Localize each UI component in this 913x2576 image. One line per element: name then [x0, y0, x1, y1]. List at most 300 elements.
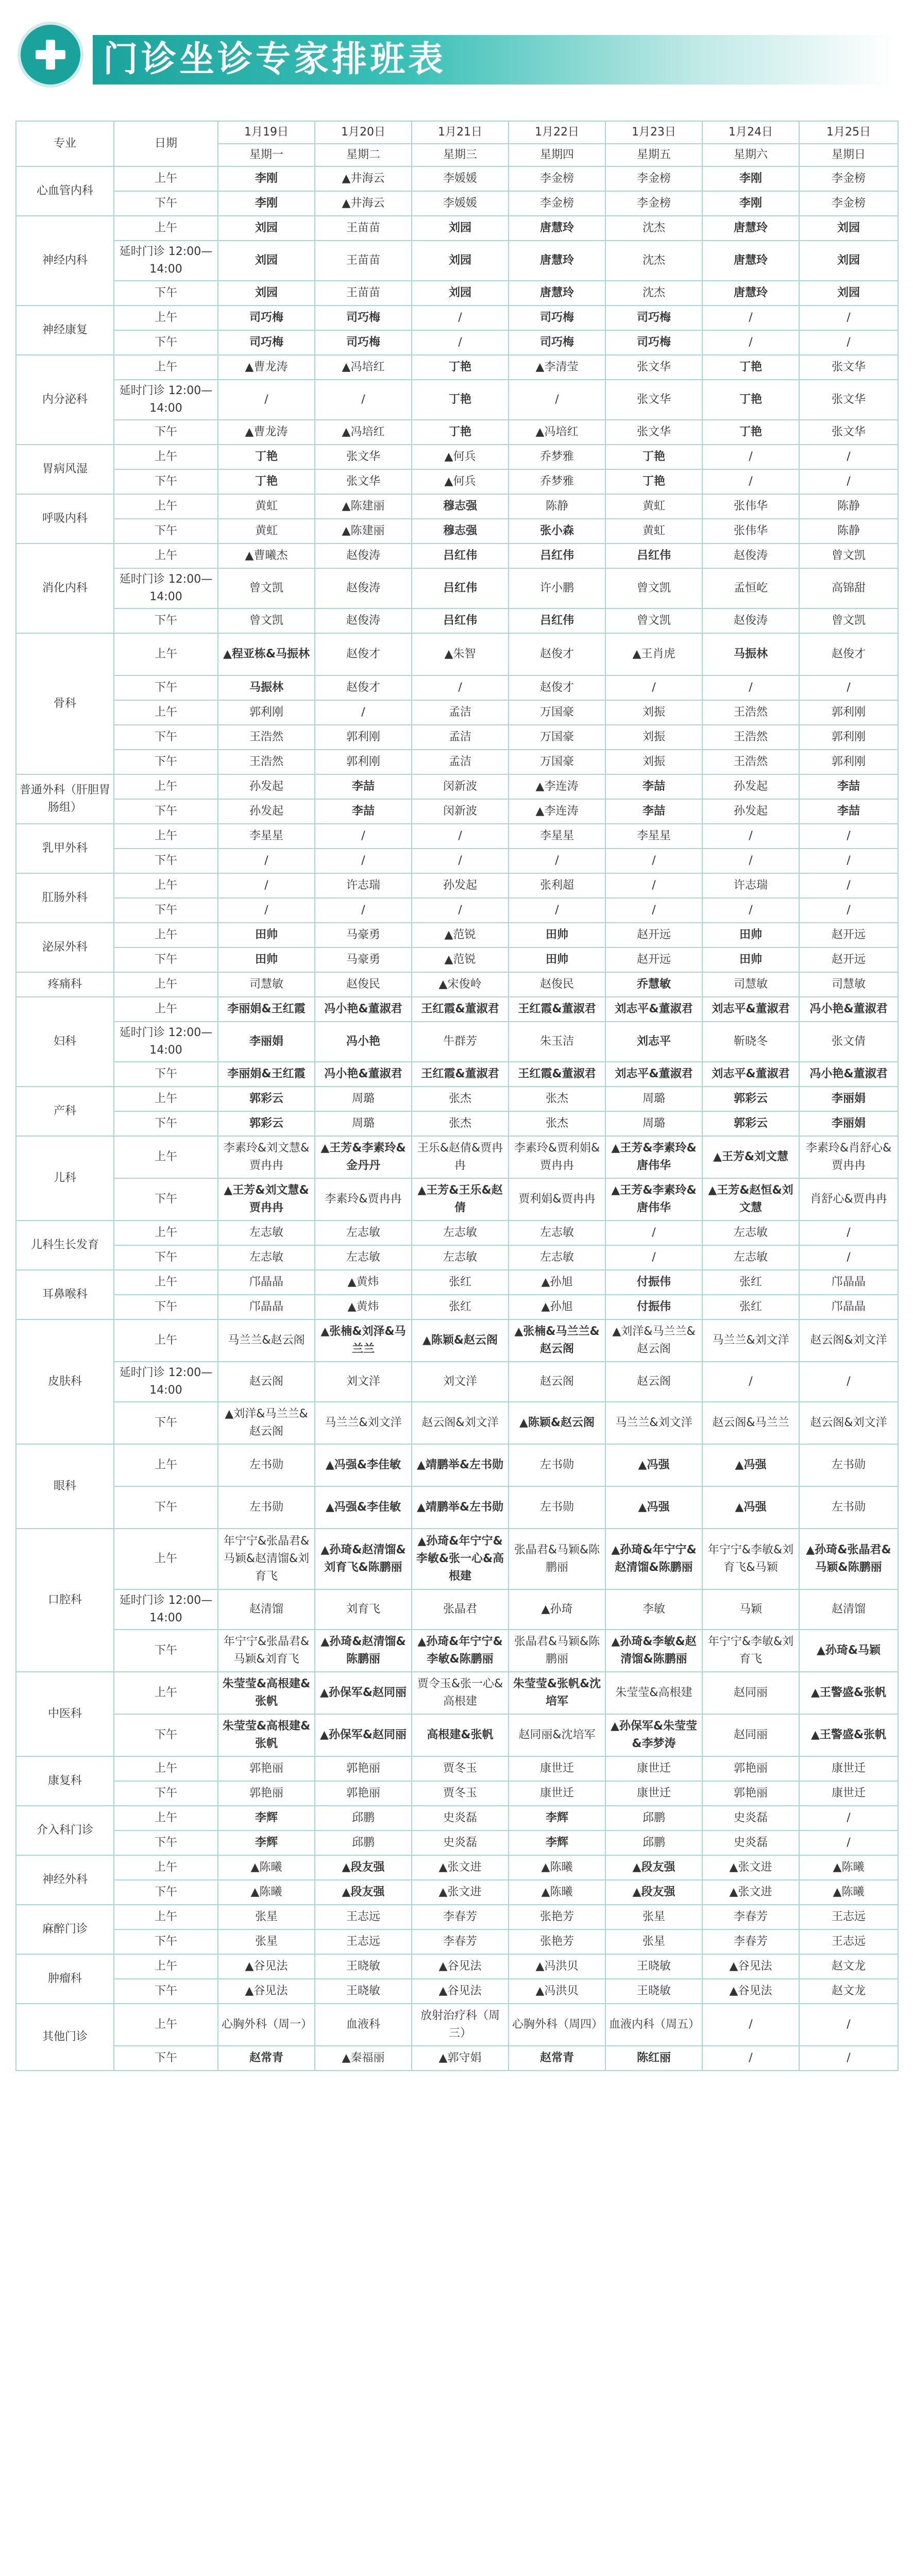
doctor-cell: 赵俊涛: [702, 544, 799, 568]
doctor-cell: ▲秦福丽: [315, 2046, 412, 2071]
doctor-cell: 付振伟: [605, 1270, 702, 1295]
doctor-cell: ▲范锐: [412, 947, 509, 972]
doctor-cell: 赵开远: [799, 947, 898, 972]
doctor-cell: ▲冯培红: [315, 420, 412, 445]
session-period: 上午: [114, 997, 218, 1022]
doctor-cell: 张文华: [315, 469, 412, 494]
doctor-cell: ▲王警盛&张帆: [799, 1672, 898, 1714]
doctor-cell: /: [702, 675, 799, 700]
doctor-cell: 赵云阁&马兰兰: [702, 1402, 799, 1444]
doctor-cell: 冯小艳&董淑君: [799, 997, 898, 1022]
schedule-row: [16, 675, 898, 700]
doctor-cell: 田帅: [702, 947, 799, 972]
doctor-cell: 刘振: [605, 750, 702, 774]
doctor-cell: 郭艳丽: [315, 1781, 412, 1806]
doctor-cell: 陈红丽: [605, 2046, 702, 2071]
doctor-cell: 王红霞&董淑君: [509, 997, 605, 1022]
doctor-cell: 赵俊才: [315, 633, 412, 675]
doctor-cell: 孙发起: [218, 774, 315, 799]
doctor-cell: 刘志平&董淑君: [605, 997, 702, 1022]
doctor-cell: 朱莹莹&张帆&沈培军: [509, 1672, 605, 1714]
doctor-cell: 血液科: [315, 2004, 412, 2046]
doctor-cell: ▲陈颖&赵云阁: [509, 1402, 605, 1444]
doctor-cell: ▲孙琦&年宁宁&赵清馏&陈鹏丽: [605, 1529, 702, 1589]
doctor-cell: ▲王芳&刘文慧: [702, 1136, 799, 1178]
doctor-cell: ▲孙保军&朱莹莹&李梦涛: [605, 1714, 702, 1756]
doctor-cell: ▲陈建丽: [315, 519, 412, 544]
schedule-row: [16, 947, 898, 972]
doctor-cell: 李丽娟&王红霞: [218, 997, 315, 1022]
doctor-cell: 王浩然: [218, 725, 315, 750]
doctor-cell: 吕红伟: [509, 544, 605, 568]
doctor-cell: 赵常青: [218, 2046, 315, 2071]
header-weekday: 星期五: [605, 144, 702, 166]
session-period: 下午: [114, 1630, 218, 1672]
schedule-row: [16, 1781, 898, 1806]
doctor-cell: /: [315, 824, 412, 849]
doctor-cell: 张晶君&马颖&陈鹏丽: [509, 1529, 605, 1589]
doctor-cell: 赵清馏: [799, 1589, 898, 1630]
header-weekday: 星期一: [218, 144, 315, 166]
doctor-cell: 张红: [412, 1295, 509, 1319]
doctor-cell: 万国豪: [509, 750, 605, 774]
doctor-cell: ▲张文进: [412, 1880, 509, 1905]
doctor-cell: 靳晓冬: [702, 1022, 799, 1062]
doctor-cell: 张晶君&马颖&陈鹏丽: [509, 1630, 605, 1672]
doctor-cell: 马豪勇: [315, 947, 412, 972]
doctor-cell: 赵俊涛: [315, 568, 412, 608]
department-name: 骨科: [16, 633, 114, 774]
hospital-logo-icon: [18, 22, 83, 88]
doctor-cell: 左书勋: [799, 1486, 898, 1529]
doctor-cell: 丁艳: [412, 380, 509, 420]
schedule-row: [16, 725, 898, 750]
doctor-cell: 左志敏: [218, 1221, 315, 1245]
doctor-cell: ▲冯强&李佳敏: [315, 1444, 412, 1486]
doctor-cell: /: [799, 306, 898, 330]
doctor-cell: 司慧敏: [799, 972, 898, 997]
session-period: 下午: [114, 469, 218, 494]
header-date: 1月23日: [605, 121, 702, 144]
doctor-cell: 赵俊民: [315, 972, 412, 997]
schedule-row: [16, 1402, 898, 1444]
session-period: 上午: [114, 1221, 218, 1245]
doctor-cell: ▲孙琦&赵清馏&陈鹏丽: [315, 1630, 412, 1672]
header-weekday: 星期六: [702, 144, 799, 166]
doctor-cell: 张红: [412, 1270, 509, 1295]
department-name: 神经内科: [16, 216, 114, 306]
department-name: 产科: [16, 1087, 114, 1136]
session-period: 下午: [114, 519, 218, 544]
session-period: 下午: [114, 191, 218, 216]
doctor-cell: 邱鹏: [605, 1831, 702, 1855]
doctor-cell: 李敏: [605, 1589, 702, 1630]
doctor-cell: /: [799, 824, 898, 849]
doctor-cell: /: [702, 306, 799, 330]
session-period: 下午: [114, 1831, 218, 1855]
page-header: [0, 0, 913, 108]
doctor-cell: 闵新波: [412, 799, 509, 824]
session-period: 下午: [114, 750, 218, 774]
department-name: 乳甲外科: [16, 824, 114, 873]
doctor-cell: 孙发起: [218, 799, 315, 824]
doctor-cell: 李星星: [218, 824, 315, 849]
session-period: 上午: [114, 774, 218, 799]
session-period: 下午: [114, 1486, 218, 1529]
session-period: 下午: [114, 1245, 218, 1270]
doctor-cell: 丁艳: [702, 355, 799, 380]
doctor-cell: ▲曹龙涛: [218, 420, 315, 445]
doctor-cell: 左志敏: [509, 1221, 605, 1245]
header-row-dates: [16, 121, 898, 144]
doctor-cell: ▲王芳&李素玲&唐伟华: [605, 1136, 702, 1178]
doctor-cell: ▲何兵: [412, 469, 509, 494]
doctor-cell: 李金榜: [605, 166, 702, 191]
session-period: 上午: [114, 1444, 218, 1486]
doctor-cell: 赵云阁: [218, 1362, 315, 1402]
session-period: 上午: [114, 2004, 218, 2046]
department-name: 肿瘤科: [16, 1954, 114, 2004]
schedule-row: [16, 544, 898, 568]
doctor-cell: 李喆: [315, 799, 412, 824]
doctor-cell: ▲王芳&赵恒&刘文慧: [702, 1178, 799, 1221]
doctor-cell: ▲张楠&刘泽&马兰兰: [315, 1319, 412, 1362]
doctor-cell: 张星: [218, 1929, 315, 1954]
department-name: 儿科生长发育: [16, 1221, 114, 1270]
schedule-row: [16, 330, 898, 355]
doctor-cell: ▲谷见法: [218, 1954, 315, 1979]
session-period: 上午: [114, 824, 218, 849]
schedule-row: [16, 306, 898, 330]
doctor-cell: 赵俊民: [509, 972, 605, 997]
schedule-row: [16, 1362, 898, 1402]
doctor-cell: 李金榜: [509, 191, 605, 216]
doctor-cell: /: [315, 849, 412, 873]
doctor-cell: 刘育飞: [315, 1589, 412, 1630]
doctor-cell: ▲王芳&王乐&赵倩: [412, 1178, 509, 1221]
doctor-cell: 黄虹: [605, 519, 702, 544]
session-period: 上午: [114, 873, 218, 898]
doctor-cell: 邝晶晶: [218, 1295, 315, 1319]
doctor-cell: ▲冯培红: [509, 420, 605, 445]
doctor-cell: 司巧梅: [218, 330, 315, 355]
doctor-cell: 王乐&赵倩&贾冉冉: [412, 1136, 509, 1178]
doctor-cell: 马兰兰&赵云阁: [218, 1319, 315, 1362]
doctor-cell: ▲陈曦: [509, 1855, 605, 1880]
doctor-cell: 黄虹: [605, 494, 702, 519]
schedule-row: [16, 1111, 898, 1136]
schedule-row: [16, 700, 898, 725]
doctor-cell: 刘志平&董淑君: [702, 1062, 799, 1087]
doctor-cell: ▲王警盛&张帆: [799, 1714, 898, 1756]
doctor-cell: 左书勋: [509, 1486, 605, 1529]
doctor-cell: ▲程亚栋&马振林: [218, 633, 315, 675]
doctor-cell: 李丽娟&王红霞: [218, 1062, 315, 1087]
header-date: 1月25日: [799, 121, 898, 144]
doctor-cell: 王晓敏: [315, 1979, 412, 2004]
doctor-cell: 李丽娟: [799, 1087, 898, 1111]
session-period: 下午: [114, 281, 218, 306]
doctor-cell: /: [799, 1245, 898, 1270]
doctor-cell: /: [799, 849, 898, 873]
department-name: 普通外科（肝胆胃肠组）: [16, 774, 114, 824]
doctor-cell: 孟恒屹: [702, 568, 799, 608]
department-name: 眼科: [16, 1444, 114, 1529]
doctor-cell: 唐慧玲: [702, 281, 799, 306]
doctor-cell: ▲刘洋&马兰兰&赵云阁: [605, 1319, 702, 1362]
doctor-cell: 赵俊涛: [315, 608, 412, 633]
doctor-cell: ▲孙琦&赵清馏&刘育飞&陈鹏丽: [315, 1529, 412, 1589]
schedule-row: [16, 420, 898, 445]
schedule-row: [16, 191, 898, 216]
doctor-cell: 陈静: [799, 494, 898, 519]
doctor-cell: ▲孙琦&张晶君&马颖&陈鹏丽: [799, 1529, 898, 1589]
doctor-cell: 高根建&张帆: [412, 1714, 509, 1756]
doctor-cell: /: [799, 1806, 898, 1831]
doctor-cell: 朱莹莹&高根建: [605, 1672, 702, 1714]
session-period: 上午: [114, 494, 218, 519]
doctor-cell: 李素玲&肖舒心&贾冉冉: [799, 1136, 898, 1178]
doctor-cell: ▲王芳&李素玲&金丹丹: [315, 1136, 412, 1178]
department-name: 中医科: [16, 1672, 114, 1756]
schedule-row: [16, 1486, 898, 1529]
doctor-cell: 王浩然: [702, 725, 799, 750]
department-name: 消化内科: [16, 544, 114, 633]
doctor-cell: 张红: [702, 1295, 799, 1319]
doctor-cell: 孙发起: [702, 774, 799, 799]
doctor-cell: 康世迁: [799, 1756, 898, 1781]
doctor-cell: 刘振: [605, 700, 702, 725]
doctor-cell: 周璐: [605, 1111, 702, 1136]
doctor-cell: 司慧敏: [702, 972, 799, 997]
doctor-cell: 左志敏: [509, 1245, 605, 1270]
doctor-cell: 唐慧玲: [509, 241, 605, 281]
doctor-cell: 郭利刚: [799, 700, 898, 725]
schedule-row: [16, 469, 898, 494]
session-period: 下午: [114, 330, 218, 355]
doctor-cell: 左志敏: [315, 1245, 412, 1270]
doctor-cell: ▲冯强: [605, 1486, 702, 1529]
doctor-cell: 张文华: [799, 355, 898, 380]
doctor-cell: 张红: [702, 1270, 799, 1295]
doctor-cell: 周璐: [315, 1111, 412, 1136]
doctor-cell: 赵开远: [605, 947, 702, 972]
doctor-cell: ▲孙琦: [509, 1589, 605, 1630]
schedule-row: [16, 1529, 898, 1589]
doctor-cell: 郭利刚: [315, 725, 412, 750]
doctor-cell: /: [702, 824, 799, 849]
doctor-cell: 赵开远: [605, 923, 702, 947]
doctor-cell: 冯小艳&董淑君: [315, 1062, 412, 1087]
session-period: 下午: [114, 1178, 218, 1221]
doctor-cell: 周璐: [315, 1087, 412, 1111]
doctor-cell: 张杰: [412, 1087, 509, 1111]
doctor-cell: /: [702, 2004, 799, 2046]
doctor-cell: ▲段友强: [605, 1880, 702, 1905]
doctor-cell: 赵常青: [509, 2046, 605, 2071]
schedule-row: [16, 1855, 898, 1880]
doctor-cell: 左志敏: [702, 1245, 799, 1270]
doctor-cell: 朱莹莹&高根建&张帆: [218, 1714, 315, 1756]
doctor-cell: 曾文凯: [218, 568, 315, 608]
session-period: 上午: [114, 1756, 218, 1781]
doctor-cell: 王红霞&董淑君: [412, 1062, 509, 1087]
doctor-cell: 赵俊才: [509, 633, 605, 675]
doctor-cell: 丁艳: [218, 445, 315, 469]
doctor-cell: ▲冯洪贝: [509, 1954, 605, 1979]
doctor-cell: 司巧梅: [509, 330, 605, 355]
schedule-table: [15, 121, 899, 2071]
session-period: 上午: [114, 1136, 218, 1178]
doctor-cell: 张文华: [799, 420, 898, 445]
doctor-cell: 乔梦雅: [509, 445, 605, 469]
doctor-cell: ▲李清莹: [509, 355, 605, 380]
doctor-cell: 张晶君: [412, 1589, 509, 1630]
doctor-cell: /: [799, 469, 898, 494]
doctor-cell: 孟洁: [412, 750, 509, 774]
doctor-cell: 唐慧玲: [702, 216, 799, 241]
doctor-cell: 许志瑞: [702, 873, 799, 898]
doctor-cell: 马豪勇: [315, 923, 412, 947]
schedule-row: [16, 1979, 898, 2004]
doctor-cell: 田帅: [218, 947, 315, 972]
doctor-cell: /: [799, 445, 898, 469]
doctor-cell: 李春芳: [412, 1905, 509, 1929]
doctor-cell: ▲冯强: [605, 1444, 702, 1486]
schedule-row: [16, 494, 898, 519]
doctor-cell: 肖舒心&贾冉冉: [799, 1178, 898, 1221]
doctor-cell: 康世迁: [509, 1756, 605, 1781]
doctor-cell: 张文华: [799, 380, 898, 420]
doctor-cell: /: [412, 306, 509, 330]
schedule-row: [16, 633, 898, 675]
doctor-cell: 赵俊才: [315, 675, 412, 700]
department-name: 麻醉门诊: [16, 1905, 114, 1954]
doctor-cell: 郭艳丽: [218, 1781, 315, 1806]
doctor-cell: 马振林: [702, 633, 799, 675]
doctor-cell: 丁艳: [702, 420, 799, 445]
doctor-cell: 张文华: [605, 380, 702, 420]
doctor-cell: /: [605, 873, 702, 898]
session-period: 下午: [114, 1714, 218, 1756]
doctor-cell: 吕红伟: [412, 608, 509, 633]
doctor-cell: 李媛媛: [412, 191, 509, 216]
doctor-cell: 司巧梅: [315, 306, 412, 330]
doctor-cell: ▲陈曦: [218, 1855, 315, 1880]
doctor-cell: 郭艳丽: [702, 1781, 799, 1806]
doctor-cell: 周璐: [605, 1087, 702, 1111]
doctor-cell: /: [799, 2046, 898, 2071]
doctor-cell: 张杰: [412, 1111, 509, 1136]
header-dept-label: 专业: [16, 121, 114, 166]
doctor-cell: ▲曹龙涛: [218, 355, 315, 380]
session-period: 下午: [114, 799, 218, 824]
doctor-cell: 马振林: [218, 675, 315, 700]
doctor-cell: 刘园: [218, 216, 315, 241]
doctor-cell: 丁艳: [218, 469, 315, 494]
doctor-cell: 郭彩云: [218, 1087, 315, 1111]
doctor-cell: 赵俊涛: [702, 608, 799, 633]
doctor-cell: 赵云阁: [509, 1362, 605, 1402]
doctor-cell: ▲谷见法: [412, 1954, 509, 1979]
schedule-row: [16, 1954, 898, 1979]
schedule-row: [16, 1929, 898, 1954]
header-date: 1月20日: [315, 121, 412, 144]
doctor-cell: 李春芳: [412, 1929, 509, 1954]
department-name: 妇科: [16, 997, 114, 1087]
doctor-cell: ▲孙旭: [509, 1270, 605, 1295]
schedule-row: [16, 1630, 898, 1672]
doctor-cell: /: [218, 898, 315, 923]
doctor-cell: 郭彩云: [702, 1087, 799, 1111]
doctor-cell: 赵同丽: [702, 1714, 799, 1756]
session-period: 下午: [114, 1929, 218, 1954]
doctor-cell: ▲李连涛: [509, 799, 605, 824]
doctor-cell: ▲孙琦&马颖: [799, 1630, 898, 1672]
doctor-cell: ▲王芳&刘文慧&贾冉冉: [218, 1178, 315, 1221]
doctor-cell: /: [412, 330, 509, 355]
doctor-cell: ▲冯洪贝: [509, 1979, 605, 2004]
doctor-cell: 张伟华: [702, 494, 799, 519]
doctor-cell: ▲黄炜: [315, 1295, 412, 1319]
doctor-cell: 李素玲&贾冉冉: [315, 1178, 412, 1221]
session-period: 下午: [114, 725, 218, 750]
doctor-cell: /: [315, 380, 412, 420]
doctor-cell: /: [605, 849, 702, 873]
doctor-cell: 李辉: [218, 1831, 315, 1855]
doctor-cell: 左书勋: [799, 1444, 898, 1486]
doctor-cell: 郭利刚: [799, 725, 898, 750]
doctor-cell: 张文华: [605, 355, 702, 380]
doctor-cell: /: [412, 849, 509, 873]
schedule-row: [16, 1672, 898, 1714]
doctor-cell: ▲孙保军&赵同丽: [315, 1672, 412, 1714]
session-period: 下午: [114, 608, 218, 633]
doctor-cell: 贾冬玉: [412, 1756, 509, 1781]
doctor-cell: 郭利刚: [799, 750, 898, 774]
session-period: 下午: [114, 1880, 218, 1905]
schedule-row: [16, 799, 898, 824]
session-period: 上午: [114, 1855, 218, 1880]
doctor-cell: 李春芳: [702, 1929, 799, 1954]
doctor-cell: ▲曹曦杰: [218, 544, 315, 568]
session-period: 延时门诊 12:00—14:00: [114, 1362, 218, 1402]
doctor-cell: 张星: [218, 1905, 315, 1929]
doctor-cell: ▲张文进: [702, 1880, 799, 1905]
department-name: 内分泌科: [16, 355, 114, 445]
doctor-cell: /: [799, 873, 898, 898]
doctor-cell: 马兰兰&刘文洋: [315, 1402, 412, 1444]
schedule-row: [16, 1245, 898, 1270]
department-name: 康复科: [16, 1756, 114, 1806]
session-period: 下午: [114, 2046, 218, 2071]
session-period: 上午: [114, 216, 218, 241]
doctor-cell: 李喆: [799, 774, 898, 799]
doctor-cell: 李辉: [218, 1806, 315, 1831]
doctor-cell: 邱鹏: [315, 1831, 412, 1855]
doctor-cell: ▲冯强: [702, 1486, 799, 1529]
schedule-row: [16, 608, 898, 633]
session-period: 上午: [114, 1087, 218, 1111]
doctor-cell: 李喆: [605, 799, 702, 824]
doctor-cell: 李喆: [315, 774, 412, 799]
doctor-cell: /: [605, 1245, 702, 1270]
session-period: 上午: [114, 633, 218, 675]
doctor-cell: 赵云阁&刘文洋: [799, 1319, 898, 1362]
session-period: 下午: [114, 1979, 218, 2004]
doctor-cell: /: [218, 873, 315, 898]
doctor-cell: /: [509, 849, 605, 873]
